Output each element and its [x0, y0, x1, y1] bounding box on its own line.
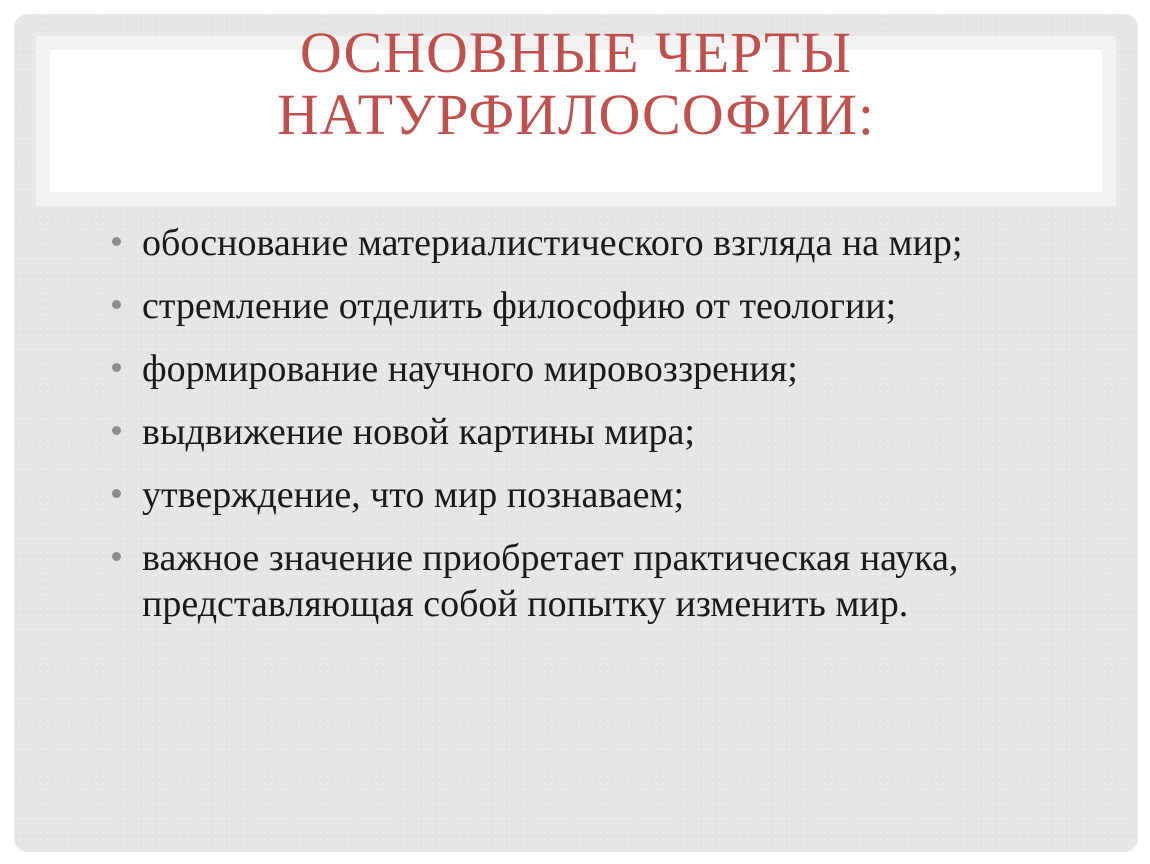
bullet-text: обоснование материалистического взгляда на мир;: [142, 222, 963, 264]
bullet-list: [112, 220, 1072, 644]
bullet-dot-icon: [112, 363, 121, 372]
bullet-dot-icon: [112, 426, 121, 435]
bullet-text: формирование научного мировоззрения;: [142, 348, 798, 390]
bullet-dot-icon: [112, 300, 121, 309]
bullet-dot-icon: [112, 237, 121, 246]
bullet-item: [112, 346, 1072, 392]
bullet-text: стремление отделить философию от теологии;: [142, 285, 897, 327]
bullet-item: [112, 283, 1072, 329]
bullet-item: [112, 409, 1072, 455]
bullet-item: [112, 220, 1072, 266]
slide-title-line-1: ОСНОВНЫЕ ЧЕРТЫ: [299, 20, 853, 85]
slide-title: [14, 22, 1138, 146]
bullet-dot-icon: [112, 552, 121, 561]
bullet-text: выдвижение новой картины мира;: [142, 411, 695, 453]
slide-title-line-2: НАТУРФИЛОСОФИИ:: [276, 82, 876, 147]
bullet-dot-icon: [112, 489, 121, 498]
bullet-item: [112, 472, 1072, 518]
slide: [14, 14, 1138, 852]
bullet-item: [112, 535, 1072, 627]
bullet-text: утверждение, что мир познаваем;: [142, 474, 685, 516]
bullet-text: важное значение приобретает практическая наука, представляющая собой попытку изменить мир.: [142, 537, 959, 625]
